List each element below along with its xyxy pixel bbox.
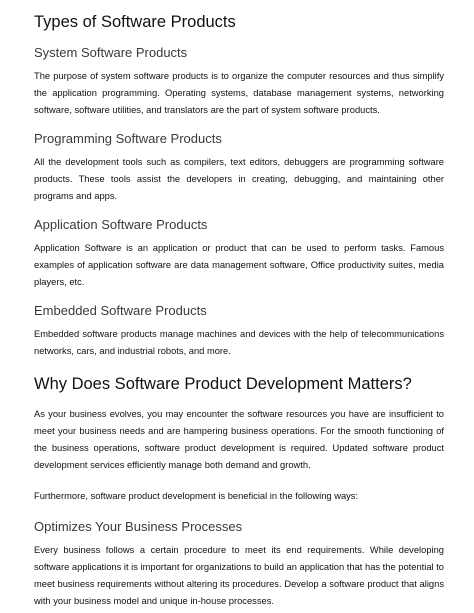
section-system-software [34, 45, 444, 119]
page-title: Types of Software Products [34, 13, 236, 31]
why-paragraph-2 [34, 488, 444, 505]
section-body: Embedded software products manage machines and devices with the help of telecommunications networks, cars, and industrial robots, and more. [34, 329, 444, 356]
section-heading: Embedded Software Products [34, 303, 207, 318]
section-application-software [34, 217, 444, 291]
section-programming-software [34, 131, 444, 205]
why-paragraph-1 [34, 406, 444, 474]
section-body: Every business follows a certain procedure to meet its end requirements. While developing software applications it is important for organizations to build an application that has the potential to meet business requirements without altering its procedures. Develop a software product that aligns with your business model and unique in-house processes. [34, 545, 444, 606]
section-embedded-software [34, 303, 444, 360]
section-body: Application Software is an application or product that can be used to perform tasks. Famous examples of application software are data management software, Office productivity suites, media players, etc. [34, 243, 444, 287]
why-body-1: As your business evolves, you may encounter the software resources you have are insufficient to meet your business needs and are hampering business operations. For the smooth functioning of the business operations, software product development is required. Updated software product development services efficiently manage both demand and growth. [34, 409, 444, 470]
section-heading: Programming Software Products [34, 131, 222, 146]
section-heading: Application Software Products [34, 217, 208, 232]
section-heading: Optimizes Your Business Processes [34, 519, 243, 534]
section-optimizes-processes [34, 519, 444, 610]
section-heading: System Software Products [34, 45, 188, 60]
why-body-2: Furthermore, software product development is beneficial in the following ways: [34, 491, 359, 501]
section-body: The purpose of system software products is to organize the computer resources and thus simplify the application programming. Operating systems, database management systems, networking software, software utilities, and translators are the part of system software products. [34, 71, 444, 115]
why-heading: Why Does Software Product Development Matters? [34, 375, 412, 393]
section-body: All the development tools such as compilers, text editors, debuggers are programming software products. These tools assist the developers in creating, debugging, and maintaining other programs and apps. [34, 157, 444, 201]
